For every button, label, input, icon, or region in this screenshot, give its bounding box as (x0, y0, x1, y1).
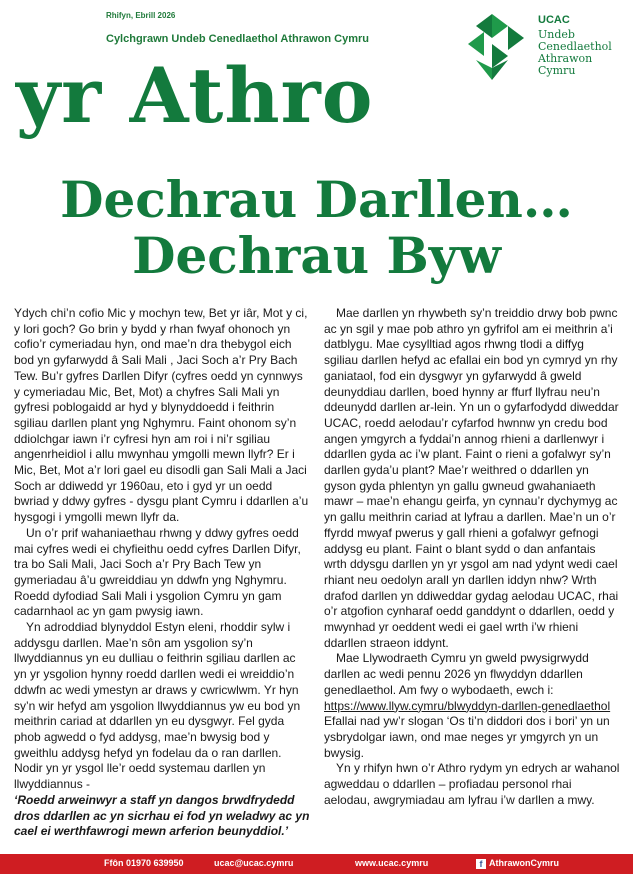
paragraph-text: Mae Llywodraeth Cymru yn gweld pwysigrwydd darllen ac wedi pennu 2026 yn flwyddyn ddarllen genedlaethol. Am fwy o wybodaeth, ewch i: (324, 651, 589, 697)
article-headline (0, 172, 633, 284)
paragraph-text: Efallai nad yw’r slogan ‘Os ti’n diddori dos i bori’ yn un ysbrydolgar iawn, ond mae neges yr ymgyrch yn un bwysig. (324, 714, 610, 760)
article-column-right (324, 306, 620, 809)
footer-phone: Ffôn 01970 639950 (104, 858, 184, 868)
logo-line-4: Cymru (538, 64, 576, 77)
ucac-logo[interactable] (466, 14, 626, 80)
pull-quote: ‘Roedd arweinwyr a staff yn dangos brwdfrydedd dros ddarllen ac yn sicrhau ei fod yn weladwy ac yn cael ei werthfawrogi mewn arferion beunyddiol.’ (14, 792, 310, 839)
article-column-left (14, 306, 310, 840)
paragraph (324, 651, 620, 761)
footer (0, 854, 633, 892)
footer-social-handle: AthrawonCymru (489, 858, 560, 868)
ucac-logo-icon (466, 14, 532, 80)
issue-label: Rhifyn, Ebrill 2026 (106, 11, 176, 20)
headline-line-2: Dechrau Byw (132, 226, 501, 285)
magazine-subtitle: Cylchgrawn Undeb Cenedlaethol Athrawon Cymru (106, 33, 370, 45)
footer-email[interactable]: ucac@ucac.cymru (214, 858, 294, 868)
headline-line-1: Dechrau Darllen… (60, 170, 573, 229)
paragraph: Ydych chi’n cofio Mic y mochyn tew, Bet yr iâr, Mot y ci, y lori goch? Go brin y bydd y rhan fwyaf ohonoch yn cofio’r cymeriadau hyn, ond mae’n dra thebygol eich bod yn gyfarwydd â Sali Mali , Jaci Soch a’r Pry Bach Tew. Bu’r gyfres Darllen Difyr (cyfres oedd yn cynnwys y cymeriadau Mic, Bet, Mot) a chyfres Sali Mali yn gyfresi poblogaidd ar hyd y blynyddoedd i feithrin sgiliau darllen plant yng Nghymru. Faint ohonom sy’n ddiolchgar iawn i’r cyfresi hyn am roi i ni’r sgiliau angenrheidiol i allu mwynhau ymgolli mewn llyfr? Er i Mic, Bet, Mot a’r lori gael eu disodli gan Sali Mali a Jaci Soch ar ddiwedd yr 1960au, eto i gyd yr un oedd bwriad y ddwy gyfres - dysgu plant Cymru i ddarllen a’u hysgogi i ymgolli mewn llyfr da. (14, 306, 309, 525)
footer-social[interactable] (476, 858, 559, 869)
logo-line-3: Athrawon (538, 52, 593, 65)
campaign-link[interactable]: https://www.llyw.cymru/blwyddyn-darllen-genedlaethol (324, 698, 611, 713)
paragraph: Un o’r prif wahaniaethau rhwng y ddwy gyfres oedd mai cyfres wedi ei chyfieithu oedd cyfres Darllen Difyr, tra bo Sali Mali, Jaci Soch a’r Pry Bach Tew yn gymeriadau â’u gwreiddiau yn ddwfn yng Nghymru. Roedd dyfodiad Sali Mali i ysgolion Cymru yn gam cadarnhaol ac yn gam pwysig iawn. (14, 525, 301, 619)
logo-line-2: Cenedlaethol (538, 40, 612, 53)
logo-brand: UCAC (538, 14, 570, 26)
logo-line-1: Undeb (538, 28, 575, 41)
paragraph: Mae darllen yn rhywbeth sy’n treiddio drwy bob pwnc ac yn sgil y mae pob athro yn gyfrifol am ei meithrin a’i datblygu. Mae cysylltiad agos rhwng tlodi a diffyg sgiliau darllen hefyd ac efallai ein bod yn cymryd yn rhy ganiataol, fod ein dysgwyr yn gyfarwydd â gweld deunyddiau darllen, boed hynny ar ffurf llyfrau neu’n ddeunydd darllen ar-lein. Yn un o gyfarfodydd diweddar UCAC, roedd aelodau’r cyfarfod hwnnw yn credu bod angen ymgyrch a fyddai’n annog rhieni a darllenwyr i ddarllen gyda ac i’w plant. Faint o rieni a gofalwyr sy’n darllen gyda’u plant? Mae’r weithred o ddarllen yn gyson gyda phlentyn yn gallu gwneud gwahaniaeth mawr – mae’n ehangu geirfa, yn cynnau’r dychymyg ac yn gallu meithrin cariad at lyfrau a darllen. Mae’n un o’r ffyrdd mwyaf pwerus y gall rhieni a gofalwyr gefnogi addysg eu plant. Faint o blant sydd o dan anfantais wrth ddysgu darllen yn yr ysgol am nad ydynt wedi cael rhiant neu oedolyn arall yn darllen iddyn nhw? Wrth drafod darllen yn ddiweddar gydag aelodau UCAC, rhai o’r atgofion cynharaf oedd ganddynt o ddarllen, oedd y mwynhad yr oeddent wedi ei gael wrth i’w rhieni ddarllen straeon iddynt. (324, 306, 619, 650)
footer-website[interactable]: www.ucac.cymru (355, 858, 429, 868)
facebook-icon: f (476, 859, 486, 869)
paragraph: Yn y rhifyn hwn o’r Athro rydym yn edrych ar wahanol agweddau o ddarllen – profiadau personol rhai aelodau, awgrymiadau am lyfrau i’w darllen a mwy. (324, 761, 620, 807)
paragraph: Yn adroddiad blynyddol Estyn eleni, rhoddir sylw i addysgu darllen. Mae’n sôn am ysgolion sy’n llwyddiannus yn eu dulliau o feithrin sgiliau darllen ac yn yr ysgolion hynny roedd darllen wedi ei wreiddio’n ddwfn ac wedi ymestyn ar draws y cwricwlwm. Yr hyn sy’n wir hefyd am ysgolion llwyddiannus yw eu bod yn meithrin cariad at ddarllen yn eu dysgwyr. Fel gyda phob agwedd o fyd addysg, mae’n bwysig bod y gweithlu addysg hefyd yn fodelau da o ran darllen. Nodir yn yr ysgol lle’r oedd systemau darllen yn llwyddiannus - (14, 620, 301, 792)
masthead-title: yr Athro (16, 51, 374, 140)
